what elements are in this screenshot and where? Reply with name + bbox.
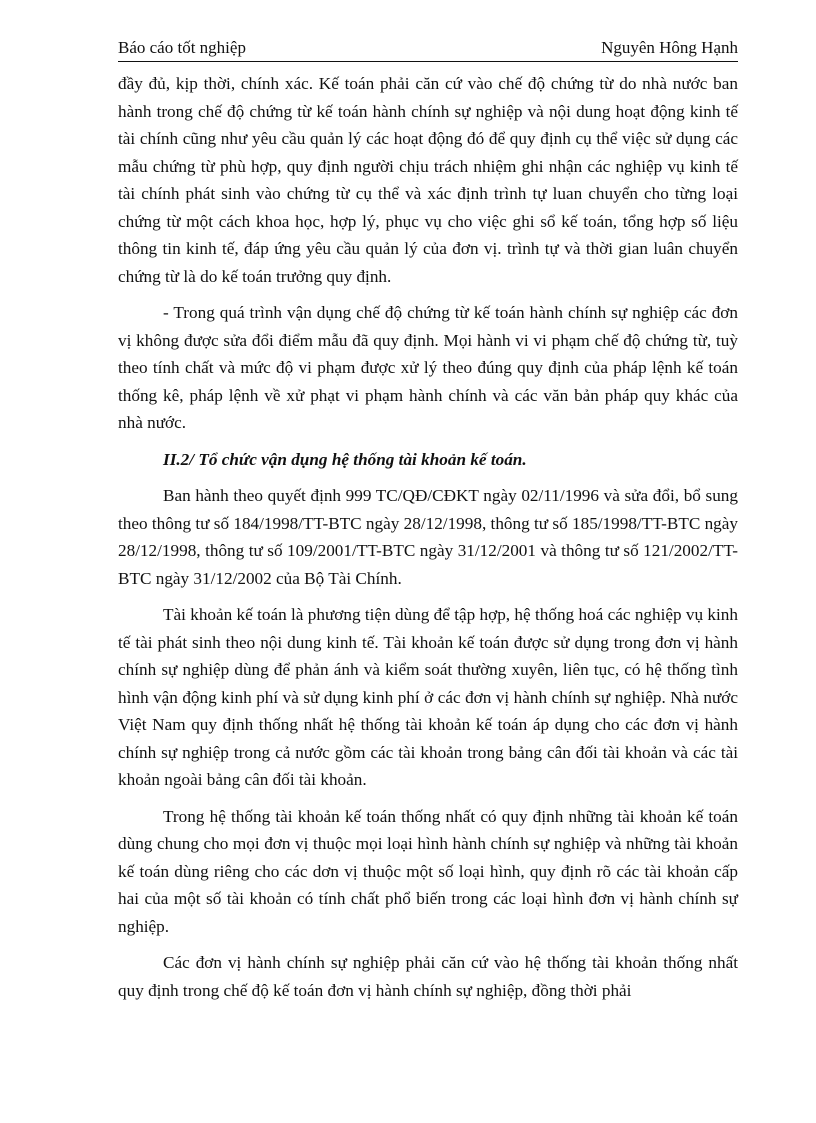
paragraph-document-rules: - Trong quá trình vận dụng chế độ chứng từ kế toán hành chính sự nghiệp các đơn vị không được sửa đổi điểm mẫu đã quy định. Mọi hành vi vi phạm chế độ chứng từ, tuỳ theo tính chất và mức độ vi phạm được xử lý theo đúng quy định của pháp lệnh kế toán thống kê, pháp lệnh về xử phạt vi phạm hành chính và các văn bản pháp quy khác của nhà nước. [118,303,738,432]
paragraph-units: Các đơn vị hành chính sự nghiệp phải căn cứ vào hệ thống tài khoản thống nhất quy định trong chế độ kế toán đơn vị hành chính sự nghiệp, đồng thời phải [118,953,738,1000]
paragraph-continuation: đầy đủ, kịp thời, chính xác. Kế toán phải căn cứ vào chế độ chứng từ do nhà nước ban hành trong chế độ chứng từ kế toán hành chính sự nghiệp và nội dung hoạt động kinh tế tài chính cũng như yêu cầu quản lý các hoạt động đó để quy định cụ thể việc sử dụng các mẫu chứng từ phù hợp, quy định người chịu trách nhiệm ghi nhận các nghiệp vụ kinh tế tài chính phát sinh vào chứng từ cụ thể và xác định trình tự luan chuyển cho từng loại chứng từ một cách khoa học, hợp lý, phục vụ cho việc ghi sổ kế toán, tổng hợp số liệu thông tin kinh tế, đáp ứng yêu cầu quản lý của đơn vị. trình tự và thời gian luân chuyển chứng từ là do kế toán trưởng quy định. [118,74,738,286]
header-divider [118,61,738,62]
section-heading: II.2/ Tổ chức vận dụng hệ thống tài khoản kế toán. [163,449,527,469]
paragraph-account-definition: Tài khoản kế toán là phương tiện dùng để tập hợp, hệ thống hoá các nghiệp vụ kinh tế tài phát sinh theo nội dung kinh tế. Tài khoản kế toán được sử dụng trong đơn vị hành chính sự nghiệp dùng để phản ánh và kiểm soát thường xuyên, liên tục, có hệ thống tình hình vận động kinh phí và sử dụng kinh phí ở các đơn vị hành chính sự nghiệp. Nhà nước Việt Nam quy định thống nhất hệ thống tài khoản kế toán áp dụng cho các đơn vị hành chính sự nghiệp trong cả nước gồm các tài khoản trong bảng cân đối tài khoản và các tài khoản ngoài bảng cân đối tài khoản. [118,605,738,789]
document-body [118,70,738,1013]
paragraph-account-system: Trong hệ thống tài khoản kế toán thống nhất có quy định những tài khoản kế toán dùng chung cho mọi đơn vị thuộc mọi loại hình hành chính sự nghiệp và những tài khoản kế toán dùng riêng cho các dơn vị thuộc một số loại hình, quy định rõ các tài khoản cấp hai của một số tài khoản có tính chất phổ biến trong các loại hình đơn vị hành chính sự nghiệp. [118,806,738,936]
paragraph-regulation: Ban hành theo quyết định 999 TC/QĐ/CĐKT ngày 02/11/1996 và sửa đổi, bổ sung theo thông tư số 184/1998/TT-BTC ngày 28/12/1998, thông tư số 185/1998/TT-BTC ngày 28/12/1998, thông tư số 109/2001/TT-BTC ngày 31/12/2001 và thông tư số 121/2002/TT-BTC ngày 31/12/2002 của Bộ Tài Chính. [118,486,738,588]
header-report-title: Báo cáo tốt nghiệp [118,38,246,57]
header-author-name: Nguyên Hông Hạnh [601,38,738,57]
